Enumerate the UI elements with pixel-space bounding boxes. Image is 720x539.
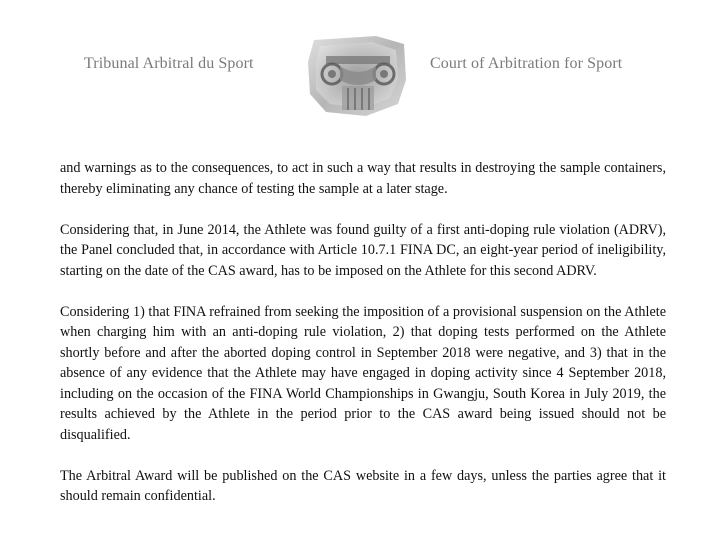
paragraph-ineligibility-period: Considering that, in June 2014, the Athlete was found guilty of a first anti-doping rule violation (ADRV), the Panel concluded that, in accordance with Article 10.7.1 FINA DC, an eight-year period of ineligibility, starting on the date of the CAS award, has to be imposed on the Athlete for this second ADRV. [60,221,666,279]
letterhead [0,0,720,120]
document-body [60,158,666,527]
paragraph-publication: The Arbitral Award will be published on the CAS website in a few days, unless the parties agree that it should remain confidential. [60,467,666,504]
paragraph-sample-destruction: and warnings as to the consequences, to act in such a way that results in destroying the sample containers, thereby eliminating any chance of testing the sample at a later stage. [60,160,666,197]
letterhead-french-title: Tribunal Arbitral du Sport [84,55,254,72]
paragraph-results-not-disqualified: Considering 1) that FINA refrained from seeking the imposition of a provisional suspension on the Athlete when charging him with an anti-doping rule violation, 2) that doping tests performed on the Athlete shortly before and after the aborted doping control in September 2018 were negative, and 3) that in the absence of any evidence that the Athlete may have engaged in doping activity since 4 September 2018, including on the occasion of the FINA World Championships in Gwangju, South Korea in July 2019, the results achieved by the Athlete in the period prior to the CAS award being issued should not be disqualified. [60,303,666,443]
ionic-column-capital-icon [306,34,410,118]
letterhead-english-title: Court of Arbitration for Sport [430,55,623,72]
